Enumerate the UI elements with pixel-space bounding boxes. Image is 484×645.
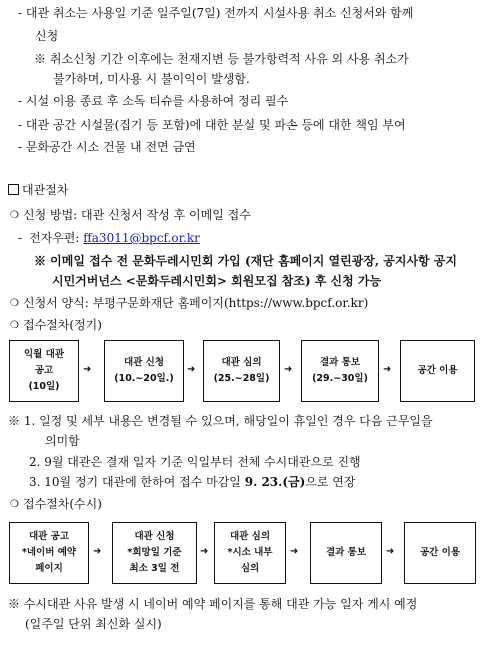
arrow-icon: ➜ — [200, 546, 209, 557]
regular-note-3-pre: 3. 10월 정기 대관에 한하여 접수 마감일 — [29, 475, 241, 489]
notice-disinfect: - 시설 이용 종료 후 소독 티슈를 사용하여 정리 필수 — [18, 94, 289, 108]
regular-title — [10, 318, 102, 333]
email-label: 전자우편: — [29, 231, 80, 245]
notice-cancellation: - 대관 취소는 사용일 기준 일주일(7일) 전까지 시설사용 취소 신청서와 함께 — [18, 6, 414, 20]
regular-note-2: 2. 9월 대관은 결재 일자 기준 익일부터 전체 수시대관으로 진행 — [29, 455, 361, 469]
adhoc-step-1: 대관 공고 *네이버 예약 페이지 — [9, 522, 89, 584]
regular-note-1: ※ 1. 일정 및 세부 내용은 변경될 수 있으며, 해당일이 휴일인 경우 다음 근무일을 — [8, 414, 433, 428]
form-item — [10, 296, 368, 311]
regular-step-2: 대관 신청 (10.~20일.) — [104, 340, 184, 402]
regular-note-3 — [29, 475, 355, 489]
email-item: - 전자우편: ffa3011@bpcf.or.kr — [18, 231, 200, 245]
regular-step-3: 대관 심의 (25.~28일) — [203, 340, 280, 402]
section-title: 대관절차 — [22, 183, 69, 197]
notice-no-smoking: - 문화공간 시소 건물 내 전면 금연 — [18, 140, 196, 154]
circle-bullet-icon: ❍ — [10, 298, 19, 309]
arrow-icon: ➜ — [284, 364, 293, 375]
adhoc-note: ※ 수시대관 사유 발생 시 네이버 예약 페이지를 통해 대관 가능 일자 게시 예정 — [8, 597, 418, 611]
form-text: 신청서 양식: 부평구문화재단 홈페이지(https://www.bpcf.or.kr) — [23, 296, 369, 310]
apply-method-item — [10, 208, 251, 223]
adhoc-step-3: 대관 심의 *시소 내부 심의 — [214, 522, 286, 584]
regular-note-3-post: 으로 연장 — [305, 475, 356, 489]
apply-method-text: 신청 방법: 대관 신청서 작성 후 이메일 접수 — [23, 208, 251, 222]
notice-cancel-period: ※ 취소신청 기간 이후에는 천재지변 등 불가항력적 사유 외 사용 취소가 — [34, 52, 409, 66]
regular-note-1-cont: 의미함 — [45, 434, 80, 448]
regular-title-text: 접수절차(정기) — [23, 318, 102, 332]
notice-cancel-period-cont: 불가하며, 미사용 시 불이익이 발생함. — [53, 72, 250, 86]
adhoc-note-cont: (일주일 단위 최신화 실시) — [25, 617, 162, 631]
membership-note-cont: 시민거버넌스 <문화두레시민회> 회원모집 참조) 후 신청 가능 — [52, 274, 382, 288]
arrow-icon: ➜ — [93, 546, 102, 557]
regular-note-3-deadline: 9. 23.(금) — [244, 475, 306, 489]
membership-note: ※ 이메일 접수 전 문화두레시민회 가입 (재단 홈페이지 열린광장, 공지사항 공지 — [34, 254, 457, 268]
arrow-icon: ➜ — [290, 546, 299, 557]
adhoc-step-4: 결과 통보 — [310, 522, 382, 584]
adhoc-title-text: 접수절차(수시) — [23, 497, 102, 511]
regular-step-1: 익월 대관 공고 (10일) — [9, 340, 79, 402]
circle-bullet-icon: ❍ — [10, 320, 19, 331]
arrow-icon: ➜ — [383, 364, 392, 375]
regular-step-5: 공간 이용 — [400, 340, 475, 402]
notice-cancellation-cont: 신청 — [35, 29, 59, 43]
regular-step-4: 결과 통보 (29.~30일) — [301, 340, 379, 402]
adhoc-step-5: 공간 이용 — [404, 522, 476, 584]
checkbox-square-icon — [8, 184, 19, 195]
section-header — [8, 183, 68, 197]
arrow-icon: ➜ — [386, 546, 395, 557]
notice-liability: - 대관 공간 시설물(집기 등 포함)에 대한 분실 및 파손 등에 대한 책임 부여 — [18, 118, 406, 132]
circle-bullet-icon: ❍ — [10, 499, 19, 510]
email-link[interactable]: ffa3011@bpcf.or.kr — [83, 231, 200, 245]
adhoc-step-2: 대관 신청 *희망일 기준 최소 3일 전 — [112, 522, 197, 584]
arrow-icon: ➜ — [187, 364, 196, 375]
arrow-icon: ➜ — [83, 364, 92, 375]
circle-bullet-icon: ❍ — [10, 210, 19, 221]
adhoc-title — [10, 497, 102, 512]
